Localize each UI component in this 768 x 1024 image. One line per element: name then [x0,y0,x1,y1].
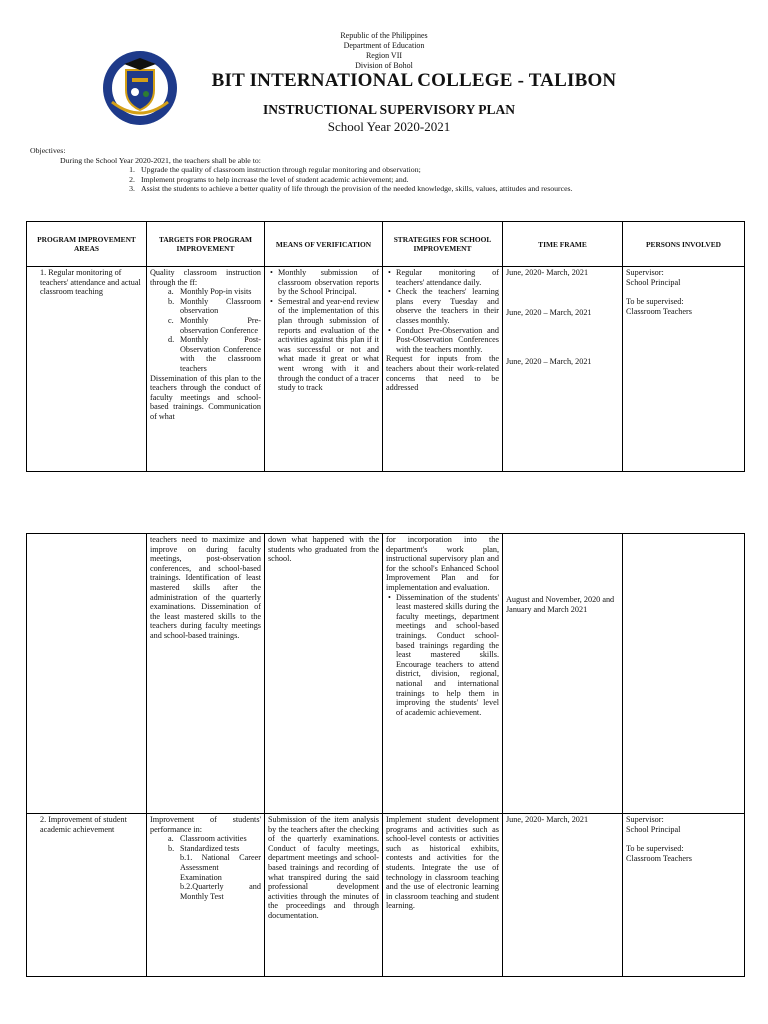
header-strategies: STRATEGIES FOR SCHOOL IMPROVEMENT [383,222,503,267]
objective-item: 1. Upgrade the quality of classroom instruction through regular monitoring and observation; [129,165,421,174]
targets-list: a. Monthly Pop-in visits b. Monthly Classroom observation c. Monthly Pre-observation Conference d. Monthly Post-Observation Conference with the classroom teachers [168,287,261,373]
time-cell: June, 2020- March, 2021 June, 2020 – March, 2021 June, 2020 – March, 2021 [503,267,623,472]
area-cell [27,534,147,814]
persons-cell: Supervisor: School Principal To be supervised: Classroom Teachers [623,267,745,472]
means-cell: • Monthly submission of classroom observation reports by the School Principal. • Semestral and year-end review of the implementation of this plan through submission of reports and evaluation of the activities against this plan if it was successful or not and what made it great or what went wrong with it and through the conduct of a tracer study to track [265,267,383,472]
college-name: BIT INTERNATIONAL COLLEGE - TALIBON [211,70,617,91]
supervisory-plan-table-page1 [26,221,745,472]
header-targets: TARGETS FOR PROGRAM IMPROVEMENT [147,222,265,267]
header-republic: Republic of the Philippines [340,31,428,40]
table-row [27,267,745,472]
header-division: Division of Bohol [355,61,413,70]
header-program-areas: PROGRAM IMPROVEMENT AREAS [27,222,147,267]
strategies-cell: • Regular monitoring of teachers' attendance daily. • Check the teachers' learning plans every Tuesday and observe the teachers in their classes monthly. • Conduct Pre-Observation and Post-Observation Conferences with the teachers monthly. Request for inputs from the teachers about their work-related concerns that need to be addressed [383,267,503,472]
time-cell: June, 2020- March, 2021 [503,814,623,977]
supervisory-plan-table-page2 [26,533,745,977]
header-department: Department of Education [343,41,425,50]
objectives-section [30,146,750,194]
targets-cell: Improvement of students' performance in: a. Classroom activities b. Standardized tests b.1. National Career Assessment Examination b.2.Quarterly and Monthly Test [147,814,265,977]
strategies-cell: for incorporation into the department's work plan, instructional supervisory plan and for the school's Enhanced School Improvement Plan and for implementation and evaluation. • Dissemination of the students' least mastered skills during the faculty meetings, department meetings and school-based trainings. Conduct school-based trainings regarding the least mastered skills. Encourage teachers to attend district, division, regional, national and international trainings to help them in improving the students' level of academic achievement. [383,534,503,814]
time-cell: August and November, 2020 and January and March 2021 [503,534,623,814]
strategies-cell: Implement student development programs and activities such as school-level contests or activities such as historical exhibits, contests and activities for the students. Integrate the use of technology in classroom teaching and the use of electronic learning in classroom teaching and student learning. [383,814,503,977]
targets-cell: Quality classroom instruction through the ff: a. Monthly Pop-in visits b. Monthly Classroom observation c. Monthly Pre-observation Conference d. Monthly Post-Observation Conference with the classroom teachers Dissemination of this plan to the teachers through the conduct of faculty meetings and school-based trainings. Communication of what [147,267,265,472]
table-row [27,534,745,814]
persons-cell: Supervisor: School Principal To be supervised: Classroom Teachers [623,814,745,977]
header-region: Region VII [365,51,403,60]
objectives-label: Objectives: [30,146,66,155]
targets-list: a. Classroom activities b. Standardized tests [168,834,247,853]
objective-item: 2. Implement programs to help increase the level of student academic achievement; and. [129,174,409,184]
means-cell: down what happened with the students who graduated from the school. [265,534,383,814]
table-row [27,814,745,977]
header-time-frame: TIME FRAME [503,222,623,267]
targets-cell: teachers need to maximize and improve on during faculty meetings, post-observation conferences, and school-based trainings. Identification of least mastered skills after the administration of the quarterly examinations. Dissemination of the least mastered skills to the teachers during faculty meetings and school-based trainings. [147,534,265,814]
persons-cell [623,534,745,814]
header-means: MEANS OF VERIFICATION [265,222,383,267]
area-cell: 2. Improvement of student academic achievement [27,814,147,977]
objective-item: 3. Assist the students to achieve a better quality of life through the provision of the needed knowledge, skills, values, attitudes and resources. [129,184,573,193]
area-cell: 1. Regular monitoring of teachers' attendance and actual classroom teaching [27,267,147,472]
plan-title: INSTRUCTIONAL SUPERVISORY PLAN [262,102,516,117]
header-persons: PERSONS INVOLVED [623,222,745,267]
school-year: School Year 2020-2021 [327,119,451,134]
means-cell: Submission of the item analysis by the teachers after the checking of the quarterly examinations. Conduct of faculty meetings, department meetings and school-based trainings and recording of what transpired during the said professional development activities through the minutes of the proceedings and through documentation. [265,814,383,977]
objectives-intro: During the School Year 2020-2021, the teachers shall be able to: [60,155,261,165]
